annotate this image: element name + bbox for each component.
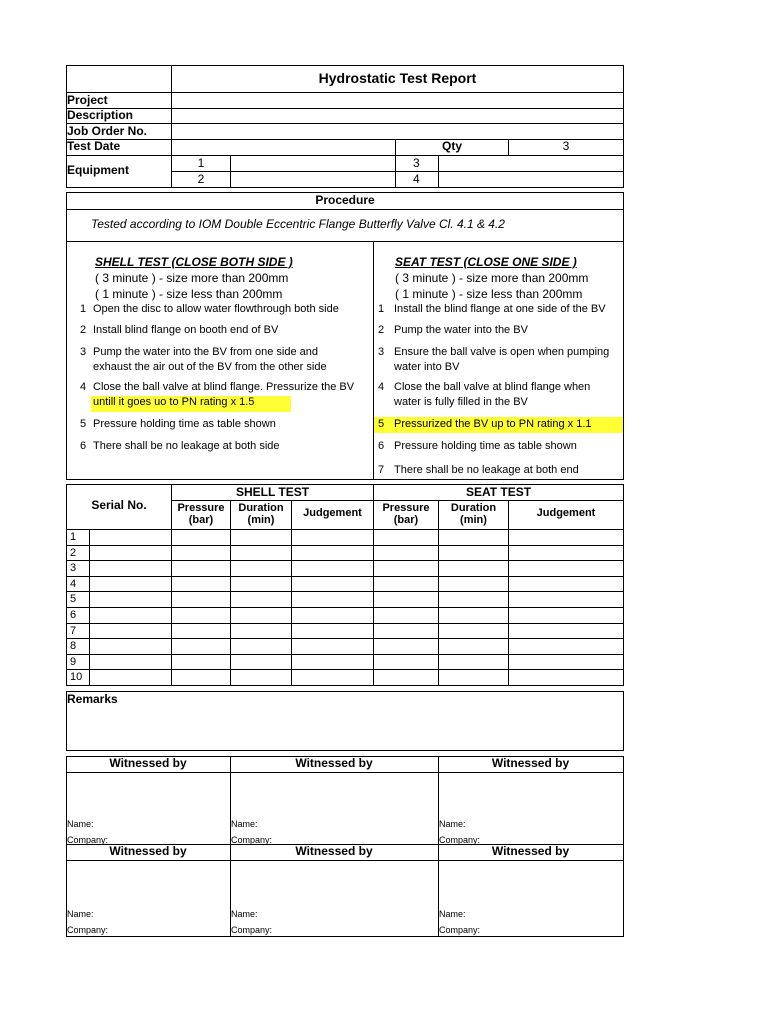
shell-step-number: 2 xyxy=(80,324,87,336)
shell-step-text: untill it goes uo to PN rating x 1.5 xyxy=(93,396,255,408)
grid-line xyxy=(66,623,624,624)
grid-line xyxy=(373,241,374,480)
procedure-heading: Procedure xyxy=(315,193,375,207)
witnessed-by-header: Witnessed by xyxy=(491,844,570,858)
witness-name-label: Name: xyxy=(439,819,466,829)
witness-signature-field[interactable] xyxy=(68,862,228,902)
shell-step-text: Open the disc to allow water flowthrough both side xyxy=(93,303,339,315)
grid-line xyxy=(66,750,624,751)
seat-step-text: Pressure holding time as table shown xyxy=(394,440,577,452)
table-row-number: 9 xyxy=(70,655,77,668)
witness-name-label: Name: xyxy=(439,909,466,919)
shell-judgement-header: Judgement xyxy=(303,507,362,519)
test-date-label: Test Date xyxy=(67,139,121,153)
project-label: Project xyxy=(67,93,108,107)
table-row-number: 2 xyxy=(70,546,77,559)
equipment-label: Equipment xyxy=(67,163,129,177)
equipment-number-4: 4 xyxy=(413,172,420,186)
grid-line xyxy=(66,669,624,670)
grid-line xyxy=(508,500,509,686)
grid-line xyxy=(66,685,624,686)
seat-step-number: 5 xyxy=(378,418,385,430)
grid-line xyxy=(66,209,624,210)
shell-step-text: Pump the water into the BV from one side and xyxy=(93,346,319,358)
witness-signature-field[interactable] xyxy=(232,774,436,814)
seat-step-number: 7 xyxy=(378,464,385,476)
shell-duration-unit: (min) xyxy=(247,514,275,526)
seat-duration-header: Duration xyxy=(450,502,497,514)
project-field[interactable] xyxy=(172,93,623,108)
job-order-field[interactable] xyxy=(172,124,623,139)
witness-signature-field[interactable] xyxy=(68,774,228,814)
shell-step-text: exhaust the air out of the BV from the other side xyxy=(93,361,327,373)
grid-line xyxy=(623,65,624,188)
table-row-number: 10 xyxy=(70,671,83,684)
witness-signature-field[interactable] xyxy=(440,862,621,902)
witness-signature-field[interactable] xyxy=(232,862,436,902)
equipment-number-3: 3 xyxy=(413,156,420,170)
table-row-number: 3 xyxy=(70,562,77,575)
grid-line xyxy=(291,500,292,686)
grid-line xyxy=(66,65,624,66)
qty-label: Qty xyxy=(441,139,462,153)
grid-line xyxy=(623,691,624,751)
seat-duration-unit: (min) xyxy=(460,514,487,526)
seat-pressure-unit: (bar) xyxy=(393,514,419,526)
seat-test-title: SEAT TEST (CLOSE ONE SIDE ) xyxy=(395,255,577,269)
grid-line xyxy=(438,500,439,686)
grid-line xyxy=(66,484,624,485)
description-label: Description xyxy=(67,108,134,122)
shell-time-line2: ( 1 minute ) - size less than 200mm xyxy=(95,287,283,301)
serial-no-header: Serial No. xyxy=(91,498,147,512)
grid-line xyxy=(66,529,624,530)
grid-line xyxy=(66,241,624,242)
page-title: Hydrostatic Test Report xyxy=(318,70,477,86)
seat-test-header: SEAT TEST xyxy=(465,485,532,499)
grid-line xyxy=(230,155,231,188)
seat-step-number: 3 xyxy=(378,346,385,358)
grid-line xyxy=(66,484,67,686)
seat-step-text: Pressurized the BV up to PN rating x 1.1 xyxy=(394,418,592,430)
shell-pressure-header: Pressure xyxy=(177,502,225,514)
witnessed-by-header: Witnessed by xyxy=(295,756,373,770)
table-row-number: 1 xyxy=(70,531,77,543)
witness-company-label: Company: xyxy=(439,925,481,935)
seat-judgement-header: Judgement xyxy=(536,507,596,519)
seat-step-text: Install the blind flange at one side of the BV xyxy=(394,303,606,315)
table-row-number: 5 xyxy=(70,593,77,606)
grid-line xyxy=(623,756,624,937)
grid-line xyxy=(172,500,624,501)
seat-step-text: Pump the water into the BV xyxy=(394,324,528,336)
grid-line xyxy=(623,192,624,480)
job-order-label: Job Order No. xyxy=(67,124,148,138)
table-row-number: 4 xyxy=(70,577,77,590)
grid-line xyxy=(66,187,624,188)
grid-line xyxy=(66,936,624,937)
grid-line xyxy=(230,500,231,686)
equipment-number-1: 1 xyxy=(197,156,205,170)
witnessed-by-header: Witnessed by xyxy=(109,756,187,770)
seat-step-text: Close the ball valve at blind flange when xyxy=(394,381,591,393)
witness-company-label: Company: xyxy=(231,925,273,935)
shell-time-line1: ( 3 minute ) - size more than 200mm xyxy=(95,271,289,285)
witness-name-label: Name: xyxy=(231,909,258,919)
shell-duration-header: Duration xyxy=(238,502,284,514)
witness-name-label: Name: xyxy=(67,819,94,829)
grid-line xyxy=(66,691,624,692)
seat-step-text: water is fully filled in the BV xyxy=(394,396,528,408)
shell-step-text: There shall be no leakage at both side xyxy=(93,440,280,452)
grid-line xyxy=(66,155,624,156)
grid-line xyxy=(66,654,624,655)
grid-line xyxy=(623,484,624,686)
grid-line xyxy=(66,860,624,861)
grid-line xyxy=(66,479,624,480)
remarks-label: Remarks xyxy=(67,692,118,706)
seat-step-text: Ensure the ball valve is open when pumping xyxy=(394,346,610,358)
grid-line xyxy=(66,607,624,608)
witnessed-by-header: Witnessed by xyxy=(109,844,187,858)
shell-pressure-unit: (bar) xyxy=(188,514,214,526)
grid-line xyxy=(66,192,67,480)
shell-test-header: SHELL TEST xyxy=(235,485,310,499)
grid-line xyxy=(172,171,624,172)
shell-step-text: Pressure holding time as table shown xyxy=(93,418,276,430)
grid-line xyxy=(66,591,624,592)
equipment-number-2: 2 xyxy=(197,172,205,186)
grid-line xyxy=(66,545,624,546)
qty-value: 3 xyxy=(562,139,570,153)
witness-name-label: Name: xyxy=(231,819,258,829)
shell-step-text: Install blind flange on booth end of BV xyxy=(93,324,279,336)
remarks-field[interactable] xyxy=(67,708,623,750)
grid-line xyxy=(66,576,624,577)
shell-step-number: 4 xyxy=(80,381,87,393)
test-date-field[interactable] xyxy=(172,139,395,155)
grid-line xyxy=(66,772,624,773)
seat-step-text: There shall be no leakage at both end xyxy=(394,464,579,476)
grid-line xyxy=(66,638,624,639)
seat-time-line1: ( 3 minute ) - size more than 200mm xyxy=(395,271,589,285)
shell-step-text: Close the ball valve at blind flange. Pressurize the BV xyxy=(93,381,355,393)
witness-company-label: Company: xyxy=(67,925,109,935)
procedure-intro: Tested according to IOM Double Eccentric Flange Butterfly Valve Cl. 4.1 & 4.2 xyxy=(91,217,505,231)
witness-company-label: Company: xyxy=(67,835,109,845)
shell-step-number: 3 xyxy=(80,346,87,358)
seat-step-number: 1 xyxy=(378,303,385,315)
witness-signature-field[interactable] xyxy=(440,774,621,814)
seat-step-text: water into BV xyxy=(394,361,460,373)
seat-step-number: 2 xyxy=(378,324,385,336)
shell-step-number: 1 xyxy=(80,303,87,315)
seat-step-number: 6 xyxy=(378,440,385,452)
description-field[interactable] xyxy=(172,108,623,123)
witnessed-by-header: Witnessed by xyxy=(295,844,373,858)
seat-step-number: 4 xyxy=(378,381,385,393)
witness-name-label: Name: xyxy=(67,909,94,919)
table-row-number: 6 xyxy=(70,609,77,621)
table-row-number: 8 xyxy=(70,640,77,653)
witness-company-label: Company: xyxy=(439,835,481,845)
shell-step-number: 5 xyxy=(80,418,87,430)
grid-line xyxy=(438,155,439,188)
grid-line xyxy=(66,560,624,561)
seat-pressure-header: Pressure xyxy=(382,502,430,514)
table-row-number: 7 xyxy=(70,624,77,637)
shell-step-number: 6 xyxy=(80,440,87,452)
witness-company-label: Company: xyxy=(231,835,273,845)
seat-time-line2: ( 1 minute ) - size less than 200mm xyxy=(395,287,583,301)
witnessed-by-header: Witnessed by xyxy=(491,756,570,770)
shell-test-title: SHELL TEST (CLOSE BOTH SIDE ) xyxy=(95,255,293,269)
